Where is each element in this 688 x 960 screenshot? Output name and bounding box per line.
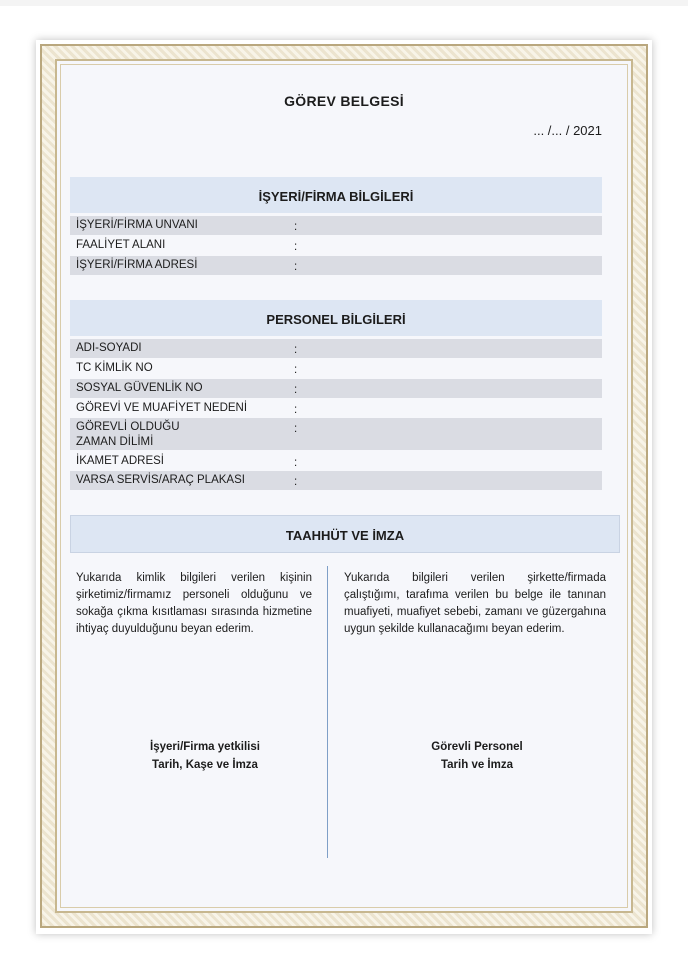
row-value: : xyxy=(294,221,298,233)
personnel-row-residence xyxy=(70,452,602,471)
personnel-row-tc-id xyxy=(70,359,602,378)
employee-signature-note: Tarih ve İmza xyxy=(440,759,513,771)
personnel-row-vehicle-plate xyxy=(70,471,602,490)
row-label-line1: GÖREVLİ OLDUĞU xyxy=(76,421,180,433)
employee-signature-title: Görevli Personel xyxy=(431,741,523,753)
row-label: İŞYERİ/FİRMA UNVANI xyxy=(76,219,198,231)
row-label: İŞYERİ/FİRMA ADRESİ xyxy=(76,259,198,271)
employer-signature-block xyxy=(100,738,310,774)
row-value: : xyxy=(294,476,298,488)
row-value: : xyxy=(294,241,298,253)
personnel-section-header: PERSONEL BİLGİLERİ xyxy=(70,300,602,336)
employee-declaration: Yukarıda bilgileri verilen şirkette/firmada çalıştığımı, tarafıma verilen bu belge ile tanınan muafiyeti, muafiyet sebebi, zamanı ve güzergahına uygun şekilde kullanacağımı beyan ederim. xyxy=(344,572,606,635)
row-label: SOSYAL GÜVENLİK NO xyxy=(76,382,203,394)
personnel-row-duty-exemption xyxy=(70,399,602,418)
row-label: FAALİYET ALANI xyxy=(76,239,166,251)
workplace-row-activity xyxy=(70,236,602,255)
row-value: : xyxy=(294,384,298,396)
row-value: : xyxy=(294,423,298,435)
personnel-row-time-slot xyxy=(70,418,602,450)
personnel-row-social-security xyxy=(70,379,602,398)
column-divider xyxy=(327,566,328,858)
employer-signature-note: Tarih, Kaşe ve İmza xyxy=(152,759,258,771)
row-label xyxy=(76,420,180,450)
personnel-row-name xyxy=(70,339,602,358)
document-date: ... /... / 2021 xyxy=(533,123,602,138)
row-label: GÖREVİ VE MUAFİYET NEDENİ xyxy=(76,402,248,414)
workplace-row-address xyxy=(70,256,602,275)
row-value: : xyxy=(294,364,298,376)
document-title: GÖREV BELGESİ xyxy=(284,93,404,109)
row-label: VARSA SERVİS/ARAÇ PLAKASI xyxy=(76,474,245,486)
row-value: : xyxy=(294,261,298,273)
row-label: TC KİMLİK NO xyxy=(76,362,153,374)
employer-declaration: Yukarıda kimlik bilgileri verilen kişinin şirketimiz/firmamız personeli olduğunu ve sokağa çıkma kısıtlaması sırasında hizmetine ihtiyaç duyulduğunu beyan ederim. xyxy=(76,572,312,635)
row-label: ADI-SOYADI xyxy=(76,342,142,354)
row-value: : xyxy=(294,404,298,416)
employee-signature-block xyxy=(372,738,582,774)
screen-top-edge xyxy=(0,0,688,6)
employer-signature-title: İşyeri/Firma yetkilisi xyxy=(150,741,260,753)
row-value: : xyxy=(294,344,298,356)
row-value: : xyxy=(294,457,298,469)
row-label: İKAMET ADRESİ xyxy=(76,455,164,467)
commitment-section-header: TAAHHÜT VE İMZA xyxy=(70,515,620,553)
row-label-line2: ZAMAN DİLİMİ xyxy=(76,436,154,448)
workplace-section-header: İŞYERİ/FİRMA BİLGİLERİ xyxy=(70,177,602,213)
workplace-row-name xyxy=(70,216,602,235)
